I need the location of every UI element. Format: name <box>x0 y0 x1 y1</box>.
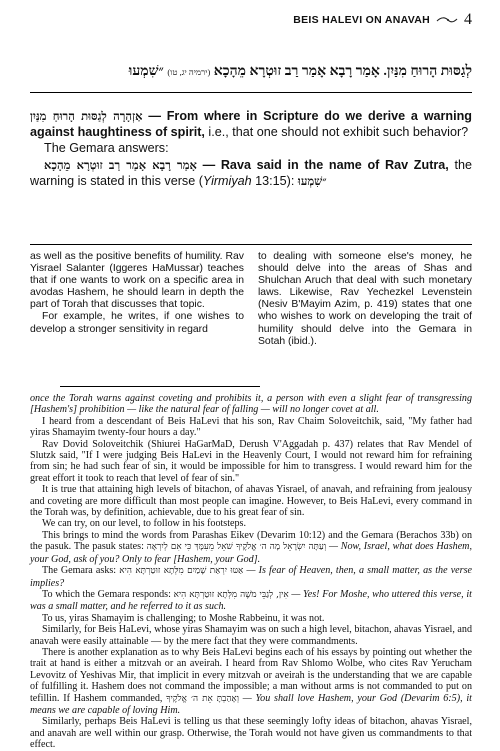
note-paragraph <box>30 647 472 716</box>
column-paragraph: For example, he writes, if one wishes to develop a stronger sensitivity in regard <box>30 311 244 335</box>
verse-hebrew: לְגַסּוּת הָרוּחַ מִנַּיִן. אָמַר רָבָא אָמַר רַב זוּטְרָא מֵהָכָא <box>213 64 472 79</box>
note-text: — Is fear of Heaven, then, a small matter, as the verse implies? <box>30 565 472 589</box>
verse-reference: (ירמיה יג, טו) <box>167 67 211 77</box>
note-paragraph: Similarly, perhaps Beis HaLevi is telling us that these seemingly lofty ideas of bitachon, ahavas Yisrael, and anavah are well within our grasp. Otherwise, the Torah would not have given us commandments to that effect. <box>30 716 472 751</box>
verse-hebrew-end: ״שִׁמְעוּ <box>128 64 164 79</box>
page-header <box>30 10 472 30</box>
divider-middle <box>30 244 472 245</box>
note-hebrew: וְאָהַבְתָּ אֵת ה׳ אֱלֹקֶיךָ <box>166 693 239 704</box>
commentary-paragraph <box>30 108 472 140</box>
divider-notes <box>60 386 260 387</box>
note-text: — Yes! For Moshe, who uttered this verse, it was a small matter, and he referred to it as such. <box>30 588 472 613</box>
page-number: 4 <box>464 11 472 28</box>
commentary-hebrew: אָמַר רָבָא אָמַר רַב זוּטְרָא מֵהָכָא <box>44 157 197 172</box>
note-paragraph: It is true that attaining high levels of bitachon, of ahavas Yisrael, of anavah, and refraining from jealousy and coveting are more difficult than most people can imagine. However, to Beis HaLevi, every command in the Torah was, by definition, achievable, due to his great fear of sin. <box>30 484 472 519</box>
note-paragraph: We can try, on our level, to follow in his footsteps. <box>42 518 247 530</box>
note-hebrew: אִין, לְגַבֵּי מֹשֶׁה מִלְּתָא זוּטַרְתָּא הִיא <box>173 589 289 600</box>
commentary-ref: Yirmiyah <box>202 173 252 188</box>
ornament-icon <box>436 15 458 25</box>
note-text: The Gemara asks: <box>42 565 120 577</box>
translation-commentary <box>30 108 472 189</box>
commentary-paragraph <box>30 157 472 189</box>
note-paragraph <box>30 530 472 565</box>
note-paragraph: Similarly, for Beis HaLevi, whose yiras Shamayim was on such a high level, bitachon, ahavas Yisrael, and anavah were easily attainable — by the mere fact that they were commandments. <box>30 624 472 647</box>
note-hebrew: אַטּוּ יִרְאַת שָׁמַיִם מִלְּתָא זוּטַרְתָּא הִיא <box>119 566 244 577</box>
column-paragraph: as well as the positive benefits of humility. Rav Yisrael Salanter (Iggeres HaMussar) teaches that if one wants to work on a specific area in avodas Hashem, he should learn in depth the part of Torah that discusses that topic. <box>30 251 244 311</box>
commentary-paragraph <box>30 140 472 156</box>
note-text: — Now, Israel, what does Hashem, your God, ask of you? Only to fear [Hashem, your God]. <box>30 541 472 565</box>
note-text: There is another explanation as to why Beis HaLevi begins each of his essays by pointing out whether the trait at hand is either a mitzvah or an aveirah. I heard from Rav Shlomo Wolbe, who cites Rav Yerucham Levovitz of Yeshivas Mir, that implicit in every mitzvah or aveirah is the understanding that we are capable of fulfilling it. Hashem does not command the impossible; a man without arms is not commanded to put on tefillin. If Hashem commanded, <box>30 646 472 704</box>
note-text: — You shall love Hashem, your God (Devarim 6:5), it means we are capable of loving Him. <box>30 692 472 716</box>
divider-top <box>30 92 472 93</box>
note-text: This brings to mind the words from Parashas Eikev (Devarim 10:12) and the Gemara (Berachos 33b) on the pasuk. The pasuk states: <box>30 529 472 553</box>
running-head: BEIS HALEVI ON ANAVAH <box>293 14 430 26</box>
note-paragraph <box>30 393 472 416</box>
note-paragraph: I heard from a descendant of Beis HaLevi that his son, Rav Chaim Soloveitchik, said, "My father had yiras Shamayim twenty-four hours a day." <box>30 415 472 439</box>
commentary-bold: — Rava said in the name of Rav Zutra, <box>196 157 449 172</box>
commentary-text: The Gemara answers: <box>44 141 169 156</box>
column-paragraph: to dealing with someone else's money, he should delve into the areas of Shas and Shulchan Aruch that deal with such monetary laws. Likewise, Rav Yechezkel Levenstein (Nesiv B'Mayim Azim, p. 419) states that one who wishes to work on developing the trait of humility should delve into the Gemara in Sotah (ibid.). <box>258 251 472 347</box>
commentary-text: the warning is stated in this verse ( <box>30 157 472 188</box>
gemara-hebrew-text <box>30 64 472 80</box>
commentary-bold: — From where in Scripture do we derive a warning against haughtiness of spirit, <box>30 109 472 140</box>
note-hebrew: וְעַתָּה יִשְׂרָאֵל מָה ה׳ אֱלֹקֶיךָ שֹׁאֵל מֵעִמָּךְ כִּי אִם לְיִרְאָה <box>146 542 327 553</box>
note-text: To which the Gemara responds: <box>42 588 174 600</box>
note-paragraph <box>30 589 472 613</box>
commentary-text: 13:15): <box>251 173 298 188</box>
note-paragraph <box>30 565 472 589</box>
insight-columns <box>30 251 472 348</box>
commentary-hebrew: אַזְהָרָה לְגַסּוּת הָרוּחַ מִנַּיִן <box>30 109 143 123</box>
note-paragraph: Rav Dovid Soloveitchik (Shiurei HaGarMaD, Derush V'Aggadah p. 437) relates that Rav Mendel of Slutzk said, "If I were judging Beis HaLevi in the Heavenly Court, I would not reward him for refraining from sin; he had such fear of sin, it would be impossible for him to transgress. I would reward him for the great effort it took to reach that level of fear of sin." <box>30 438 472 484</box>
commentary-hebrew: ״שִׁמְעוּ <box>297 173 327 188</box>
column-left <box>30 251 244 348</box>
commentary-text: i.e., that one should not exhibit such behavior? <box>204 125 469 140</box>
column-right <box>258 251 472 348</box>
footnotes <box>30 393 472 751</box>
note-text: once the Torah warns against coveting and prohibits it, a person with even a slight fear of transgressing [Hashem's] prohibition — like the natural fear of falling — will no longer covet at all. <box>30 393 472 416</box>
note-paragraph: To us, yiras Shamayim is challenging; to Moshe Rabbeinu, it was not. <box>42 612 325 624</box>
